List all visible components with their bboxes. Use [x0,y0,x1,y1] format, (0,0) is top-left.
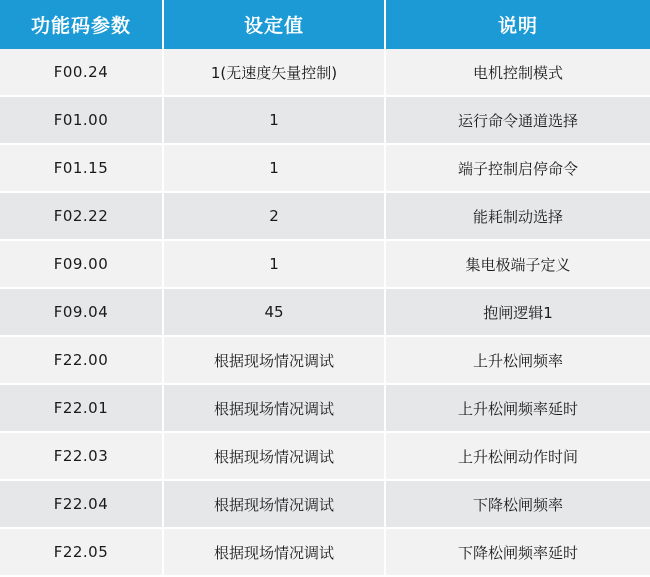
cell-function-code: F00.24 [0,49,163,96]
cell-set-value: 根据现场情况调试 [163,384,385,432]
cell-function-code: F22.03 [0,432,163,480]
table-row [0,144,650,192]
table-row [0,528,650,576]
cell-function-code: F01.00 [0,96,163,144]
cell-description: 下降松闸频率延时 [385,528,650,576]
table-row [0,96,650,144]
table-row [0,240,650,288]
cell-set-value: 2 [163,192,385,240]
cell-description: 能耗制动选择 [385,192,650,240]
cell-description: 上升松闸频率延时 [385,384,650,432]
cell-set-value: 1 [163,240,385,288]
table-header [0,0,650,49]
cell-function-code: F22.00 [0,336,163,384]
column-header-description: 说明 [385,0,650,49]
cell-function-code: F22.04 [0,480,163,528]
cell-set-value: 1 [163,144,385,192]
cell-function-code: F22.05 [0,528,163,576]
cell-function-code: F22.01 [0,384,163,432]
table-row [0,384,650,432]
column-header-function-code: 功能码参数 [0,0,163,49]
table-row [0,49,650,96]
cell-set-value: 根据现场情况调试 [163,336,385,384]
cell-set-value: 1(无速度矢量控制) [163,49,385,96]
cell-function-code: F02.22 [0,192,163,240]
cell-function-code: F09.00 [0,240,163,288]
cell-description: 端子控制启停命令 [385,144,650,192]
table-row [0,432,650,480]
cell-description: 集电极端子定义 [385,240,650,288]
table-row [0,480,650,528]
cell-set-value: 1 [163,96,385,144]
cell-set-value: 45 [163,288,385,336]
cell-set-value: 根据现场情况调试 [163,432,385,480]
cell-set-value: 根据现场情况调试 [163,480,385,528]
cell-function-code: F09.04 [0,288,163,336]
table-row [0,336,650,384]
column-header-set-value: 设定值 [163,0,385,49]
cell-description: 抱闸逻辑1 [385,288,650,336]
cell-description: 上升松闸频率 [385,336,650,384]
table-header-row [0,0,650,49]
cell-description: 电机控制模式 [385,49,650,96]
cell-description: 运行命令通道选择 [385,96,650,144]
cell-set-value: 根据现场情况调试 [163,528,385,576]
cell-description: 下降松闸频率 [385,480,650,528]
table-body [0,49,650,576]
table-row [0,192,650,240]
table-row [0,288,650,336]
cell-description: 上升松闸动作时间 [385,432,650,480]
cell-function-code: F01.15 [0,144,163,192]
